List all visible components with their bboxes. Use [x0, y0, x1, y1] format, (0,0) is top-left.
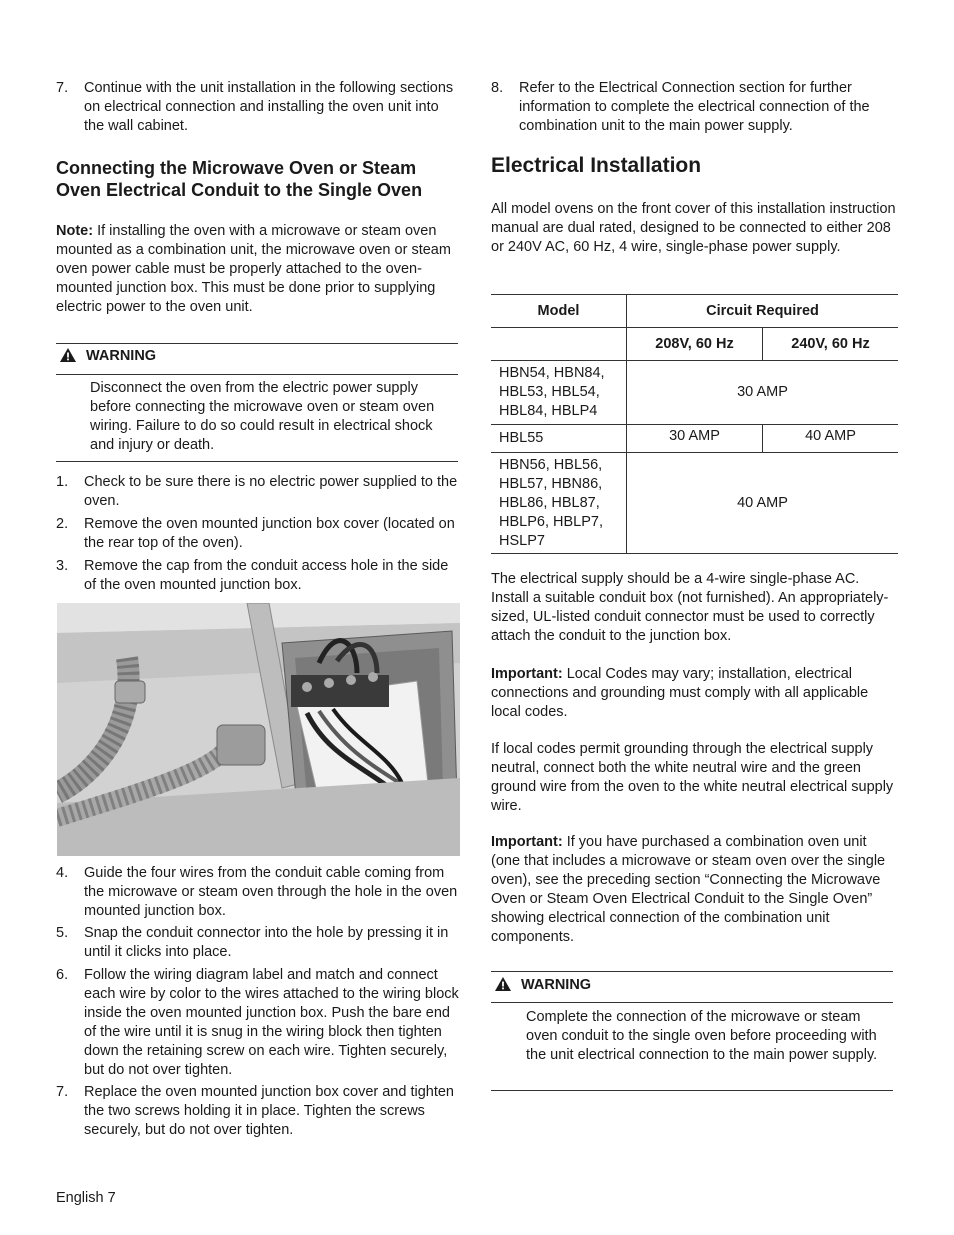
step-number: 5. [56, 925, 69, 941]
step-number: 2. [56, 516, 69, 532]
warning-title: WARNING [521, 977, 592, 993]
note-text: If installing the oven with a microwave or steam oven mounted as a combination unit, the microwave oven or steam oven power cable must be properly attached to the oven-mounted junction box. This must be done prior to supplying electric power to the oven unit. [56, 223, 451, 315]
warning-bottom-rule [491, 1090, 893, 1091]
model-cell: HBN54, HBN84, HBL53, HBL54, HBL84, HBLP4 [491, 361, 627, 425]
warning-top-rule [491, 971, 893, 972]
warning-title: WARNING [86, 348, 157, 364]
step-text: Refer to the Electrical Connection section for further information to complete the electrical connection of the combination unit to the main power supply. [519, 80, 870, 134]
warning-top-rule [56, 343, 458, 344]
supply-paragraph: The electrical supply should be a 4-wire single-phase AC. Install a suitable conduit box (not furnished). An appropriately-sized, UL-listed conduit connector must be used to correctly attach the conduit to the junction box. [491, 571, 889, 644]
amp-cell: 40 AMP [627, 453, 899, 554]
grounding-paragraph: If local codes permit grounding through the electrical supply neutral, connect both the white neutral wire and the green ground wire from the oven to the white neutral electrical supply wire. [491, 741, 894, 814]
warning-bottom-rule [56, 461, 458, 462]
note-label: Note: [56, 223, 94, 239]
important-1 [491, 665, 897, 722]
step-number: 4. [56, 865, 69, 881]
important-2 [491, 833, 897, 947]
circuit-table [491, 294, 898, 554]
warning-triangle-icon [60, 348, 76, 362]
empty-cell [491, 328, 627, 361]
important-label: Important: [491, 666, 563, 682]
amp-240-cell: 40 AMP [763, 425, 899, 453]
warning-text: Disconnect the oven from the electric power supply before connecting the microwave oven or steam oven wiring. Failure to do so could result in electrical shock and injury or death. [90, 380, 435, 453]
table-header-row [491, 295, 898, 328]
step-text: Remove the oven mounted junction box cover (located on the rear top of the oven). [84, 516, 455, 551]
page-footer: English 7 [56, 1190, 116, 1206]
header-model: Model [491, 295, 627, 328]
warning-mid-rule [491, 1002, 893, 1003]
step-text: Snap the conduit connector into the hole by pressing it in until it clicks into place. [84, 925, 449, 960]
section-heading: Connecting the Microwave Oven or Steam Oven Electrical Conduit to the Single Oven [56, 158, 423, 200]
step-text: Guide the four wires from the conduit cable coming from the microwave or steam oven through the hole in the oven mounted junction box. [84, 865, 458, 919]
page-heading: Electrical Installation [491, 154, 702, 177]
table-row [491, 453, 898, 554]
step-number: 6. [56, 967, 69, 983]
table-row [491, 425, 898, 453]
table-row [491, 361, 898, 425]
step-number: 8. [491, 80, 504, 96]
warning-triangle-icon [495, 977, 511, 991]
important-label: Important: [491, 834, 563, 850]
step-text: Follow the wiring diagram label and match and connect each wire by color to the wires attached to the wiring block inside the oven mounted junction box. Push the bare end of the wire until it is snug in the wiring block then tighten down the retaining screw on each wire. Tighten securely, but do not over tighten. [84, 967, 459, 1078]
amp-208-cell: 30 AMP [627, 425, 763, 453]
warning-mid-rule [56, 374, 458, 375]
junction-box-photo [57, 603, 460, 856]
header-208: 208V, 60 Hz [627, 328, 763, 361]
amp-cell: 30 AMP [627, 361, 899, 425]
intro-paragraph: All model ovens on the front cover of this installation instruction manual are dual rated, designed to be connected to either 208 or 240V AC, 60 Hz, 4 wire, single-phase power supply. [491, 201, 896, 255]
circuit-table-wrap [491, 294, 898, 554]
important-text: If you have purchased a combination oven unit (one that includes a microwave or steam oven over the single oven), see the preceding section “Connecting the Microwave Oven or Steam Oven Electrical Conduit to the Single Oven” showing electrical connection of the combination unit components. [491, 834, 886, 945]
step-number: 1. [56, 474, 69, 490]
table-subheader-row [491, 328, 898, 361]
header-240: 240V, 60 Hz [763, 328, 899, 361]
step-number: 3. [56, 558, 69, 574]
warning-heading [495, 976, 591, 995]
step-number: 7. [56, 1084, 69, 1100]
step-text: Continue with the unit installation in the following sections on electrical connection and installing the oven unit into the wall cabinet. [84, 80, 454, 134]
step-number: 7. [56, 80, 69, 96]
step-text: Check to be sure there is no electric power supplied to the oven. [84, 474, 458, 509]
warning-text: Complete the connection of the microwave or steam oven conduit to the single oven before proceeding with the unit electrical connection to the main power supply. [526, 1009, 878, 1063]
step-text: Replace the oven mounted junction box cover and tighten the two screws holding it in place. Tighten the screws securely, but do not over tighten. [84, 1084, 454, 1138]
header-circuit: Circuit Required [627, 295, 899, 328]
important-text: Local Codes may vary; installation, electrical connections and grounding must comply with all applicable local codes. [491, 666, 869, 720]
note-paragraph [56, 222, 460, 317]
warning-heading [60, 347, 156, 366]
step-text: Remove the cap from the conduit access hole in the side of the oven mounted junction box. [84, 558, 449, 593]
model-cell: HBL55 [491, 425, 627, 453]
model-cell: HBN56, HBL56, HBL57, HBN86, HBL86, HBL87, HBLP6, HBLP7, HSLP7 [491, 453, 627, 554]
